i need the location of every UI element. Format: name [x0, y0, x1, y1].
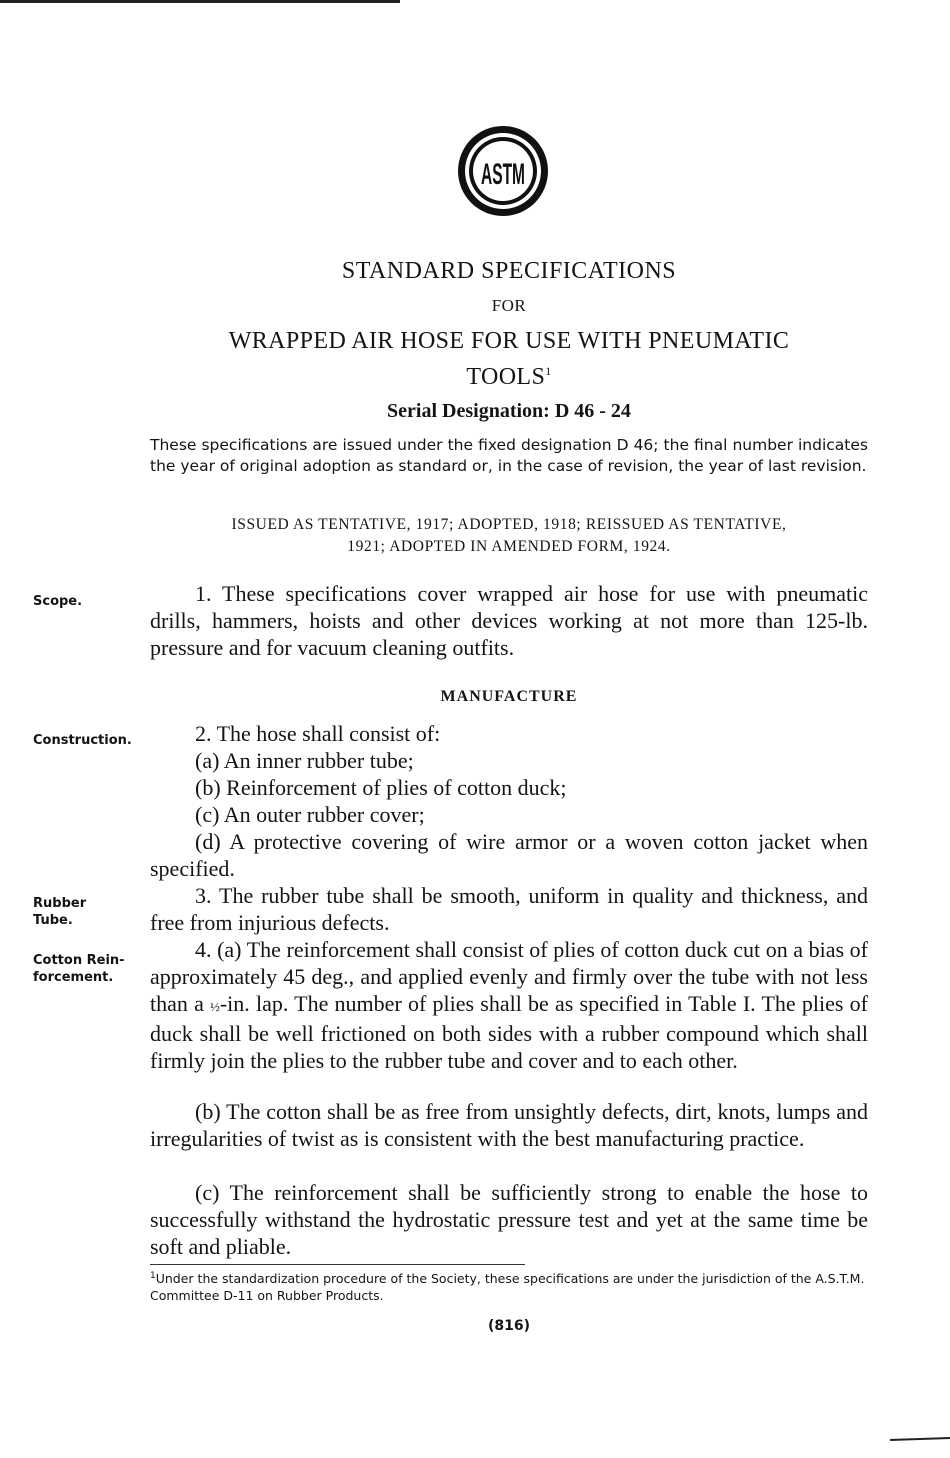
section-1: 1. These specifications cover wrapped air hose for use with pneumatic drills, hammers, hoists and other devices working at not more than 125-lb. pressure and for vacuum cleaning outfits.: [150, 581, 868, 660]
adoption-history: [150, 514, 868, 558]
section-4-a: 4. (a) The reinforcement shall consist of plies of cotton duck cut on a bias of approximately 45 deg., and applied evenly and firmly over the tube with not less than a ½-in. lap. The number of plies shall be as specified in Table I. The plies of duck shall be well frictioned on both sides with a rubber compound which shall firmly join the plies to the rubber tube and cover and to each other.: [150, 937, 868, 1073]
serial-designation: Serial Designation: D 46 - 24: [387, 400, 631, 422]
sidenote-cotton-reinforcement: Cotton Rein- forcement.: [33, 953, 125, 985]
manufacture-heading: MANUFACTURE: [440, 688, 578, 705]
footnote: $^1$Under the standardization procedure of the Society, these specifications are under the jurisdiction of the A.S.T.M. Committee D-11 on Rubber Products.: [150, 1271, 865, 1304]
section-2-item-d: (d) A protective covering of wire armor or a woven cotton jacket when specified.: [150, 829, 868, 881]
designation-notice: These specifications are issued under the fixed designation D 46; the final number indicates the year of original adoption as standard or, in the case of revision, the year of last revision.: [150, 436, 868, 475]
astm-logo: [456, 124, 550, 218]
svg-text:ASTM: ASTM: [481, 158, 525, 191]
footnote-mark: 1: [150, 1271, 156, 1281]
title-line-2: WRAPPED AIR HOSE FOR USE WITH PNEUMATIC: [228, 328, 790, 354]
sidenote-scope: Scope.: [33, 594, 83, 609]
section-3: 3. The rubber tube shall be smooth, uniform in quality and thickness, and free from injurious defects.: [150, 883, 868, 935]
sidenote-construction: Construction.: [33, 733, 132, 748]
section-4-b: (b) The cotton shall be as free from unsightly defects, dirt, knots, lumps and irregularities of twist as is consistent with the best manufacturing practice.: [150, 1099, 868, 1151]
section-2-item-b: (b) Reinforcement of plies of cotton duck;: [195, 775, 567, 800]
title-line-1: STANDARD SPECIFICATIONS: [341, 258, 677, 284]
section-2-intro: 2. The hose shall consist of:: [195, 721, 441, 746]
footnote-divider: [150, 1264, 525, 1265]
scan-edge-top: [0, 0, 400, 3]
title-main: [150, 326, 868, 392]
title-footnote-mark: 1: [545, 364, 552, 378]
section-2-item-c: (c) An outer rubber cover;: [195, 802, 425, 827]
scan-edge-bottom: [890, 1437, 950, 1441]
section-4-c: (c) The reinforcement shall be sufficiently strong to enable the hose to successfully withstand the hydrostatic pressure test and yet at the same time be soft and pliable.: [150, 1180, 868, 1259]
sidenote-rubber-tube: Rubber Tube.: [33, 896, 87, 928]
title-line-3: TOOLS$^1$: [466, 364, 552, 390]
section-2-item-a: (a) An inner rubber tube;: [195, 748, 414, 773]
history-line-1: ISSUED AS TENTATIVE, 1917; ADOPTED, 1918; REISSUED AS TENTATIVE,: [231, 516, 787, 533]
page-number: (816): [487, 1318, 531, 1334]
title-for: FOR: [491, 296, 527, 315]
history-line-2: 1921; ADOPTED IN AMENDED FORM, 1924.: [347, 538, 671, 555]
fraction-half: ½: [210, 999, 220, 1014]
